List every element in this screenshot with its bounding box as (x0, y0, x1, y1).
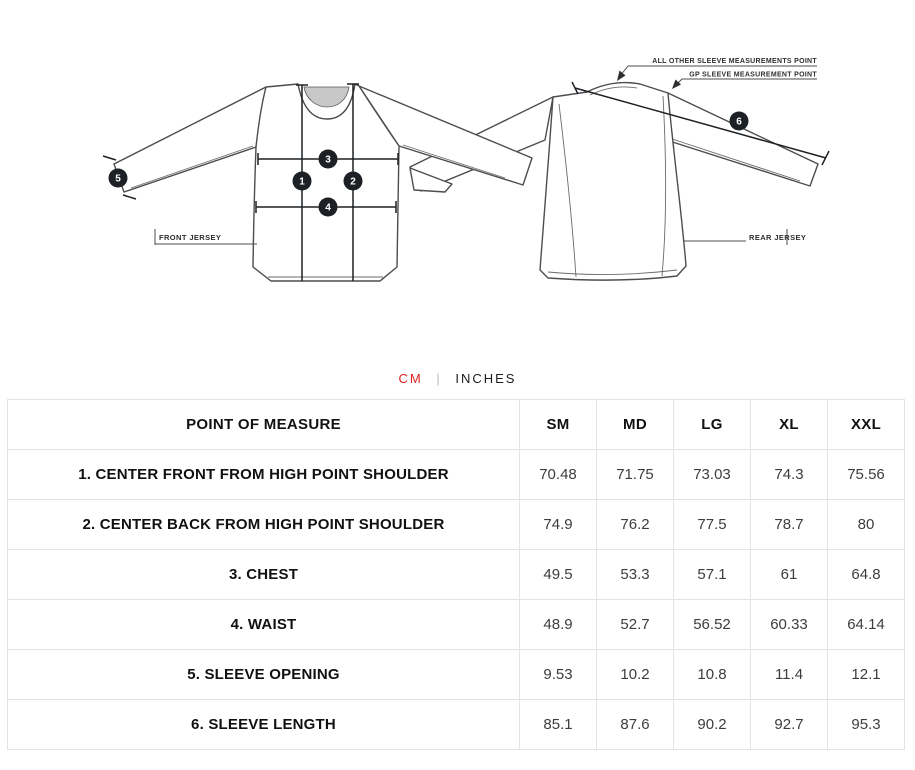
cm-toggle[interactable]: CM (398, 371, 423, 386)
size-chart-table (7, 399, 905, 750)
measure-value: 77.5 (674, 500, 751, 550)
front-collar-panel (304, 87, 349, 107)
size-header-xxl: XXL (828, 400, 905, 450)
size-header-xl: XL (751, 400, 828, 450)
measure-value: 85.1 (520, 700, 597, 750)
measure-label: 4. WAIST (8, 600, 520, 650)
measure-value: 61 (751, 550, 828, 600)
callout-gp-sleeve (672, 72, 817, 90)
measure-value: 76.2 (597, 500, 674, 550)
table-header-row (8, 400, 905, 450)
measure-point-3 (319, 150, 338, 169)
measure-value: 48.9 (520, 600, 597, 650)
table-row (8, 500, 905, 550)
measure-value: 74.3 (751, 450, 828, 500)
toggle-separator: | (436, 371, 442, 386)
measure-value: 10.2 (597, 650, 674, 700)
measure-value: 57.1 (674, 550, 751, 600)
measure-label: 6. SLEEVE LENGTH (8, 700, 520, 750)
callout-gp-label: GP SLEEVE MEASUREMENT POINT (689, 71, 817, 79)
measure-value: 10.8 (674, 650, 751, 700)
point-of-measure-header: POINT OF MEASURE (8, 400, 520, 450)
measure-value: 80 (828, 500, 905, 550)
front-jersey-body (253, 84, 399, 281)
rear-jersey-label (684, 229, 806, 245)
measure-label: 1. CENTER FRONT FROM HIGH POINT SHOULDER (8, 450, 520, 500)
measure-value: 60.33 (751, 600, 828, 650)
svg-text:REAR JERSEY: REAR JERSEY (749, 233, 807, 242)
measure-point-4 (319, 198, 338, 217)
measure-value: 71.75 (597, 450, 674, 500)
jersey-measurement-diagram (0, 0, 915, 345)
measure-value: 12.1 (828, 650, 905, 700)
svg-text:FRONT JERSEY: FRONT JERSEY (159, 233, 222, 242)
measure-label: 2. CENTER BACK FROM HIGH POINT SHOULDER (8, 500, 520, 550)
table-row (8, 550, 905, 600)
measure-point-5 (109, 169, 128, 188)
table-row (8, 650, 905, 700)
measure-value: 56.52 (674, 600, 751, 650)
measure-label: 3. CHEST (8, 550, 520, 600)
unit-toggle (0, 371, 915, 386)
measure-value: 9.53 (520, 650, 597, 700)
measure-label: 5. SLEEVE OPENING (8, 650, 520, 700)
measure-value: 73.03 (674, 450, 751, 500)
measure-value: 64.8 (828, 550, 905, 600)
svg-text:2: 2 (350, 176, 356, 188)
measure-value: 53.3 (597, 550, 674, 600)
measure-point-1 (293, 172, 312, 191)
measure-value: 95.3 (828, 700, 905, 750)
measure-value: 87.6 (597, 700, 674, 750)
svg-text:3: 3 (325, 154, 331, 166)
measure-point-2 (344, 172, 363, 191)
svg-text:6: 6 (736, 116, 742, 128)
measure-value: 78.7 (751, 500, 828, 550)
size-table-body (8, 450, 905, 750)
front-jersey-diagram (103, 84, 532, 281)
size-header-sm: SM (520, 400, 597, 450)
measure-value: 74.9 (520, 500, 597, 550)
inches-toggle[interactable]: INCHES (455, 371, 517, 386)
size-header-lg: LG (674, 400, 751, 450)
table-row (8, 700, 905, 750)
callout-all-other-label: ALL OTHER SLEEVE MEASUREMENTS POINT (652, 58, 817, 65)
size-header-md: MD (597, 400, 674, 450)
rear-right-sleeve (660, 93, 818, 186)
front-jersey-label (155, 229, 257, 245)
measure-value: 70.48 (520, 450, 597, 500)
svg-text:4: 4 (325, 202, 331, 214)
front-left-sleeve (114, 87, 266, 192)
measure-value: 90.2 (674, 700, 751, 750)
measure-value: 75.56 (828, 450, 905, 500)
measure-value: 11.4 (751, 650, 828, 700)
measure-point-6 (730, 112, 749, 131)
table-row (8, 600, 905, 650)
measure-value: 64.14 (828, 600, 905, 650)
measure-value: 52.7 (597, 600, 674, 650)
measure-value: 49.5 (520, 550, 597, 600)
measure-value: 92.7 (751, 700, 828, 750)
table-row (8, 450, 905, 500)
svg-text:1: 1 (299, 176, 305, 188)
svg-text:5: 5 (115, 173, 121, 185)
